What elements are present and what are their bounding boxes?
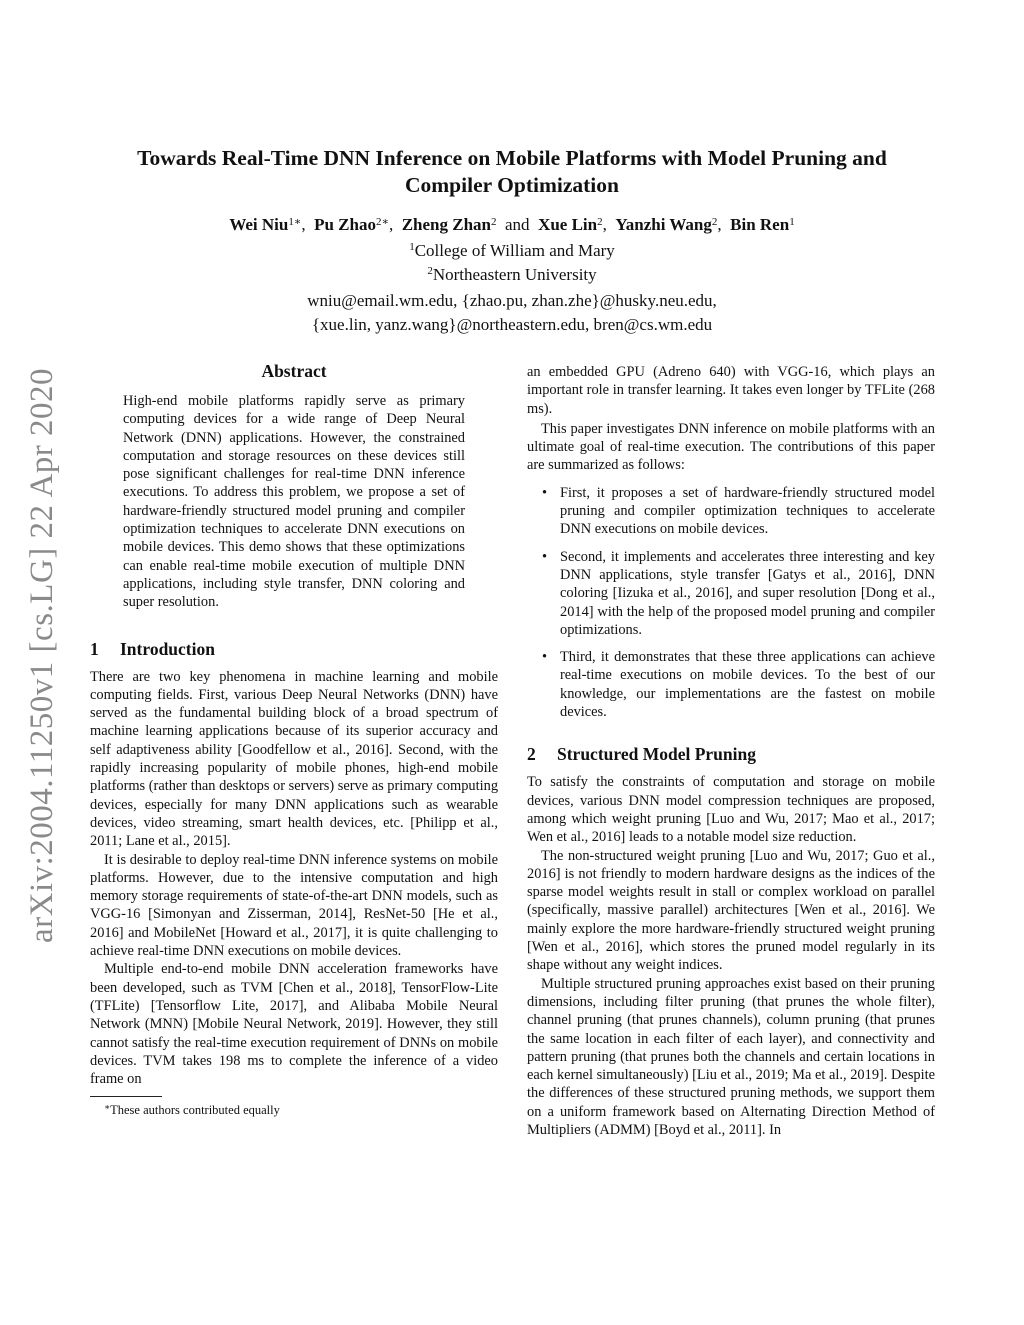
section-number: 2 [527,744,536,765]
section-number: 1 [90,638,99,659]
list-item [527,484,935,539]
contribution-list [527,484,935,722]
author-superscript: 2 [597,216,603,228]
author-name: Pu Zhao [314,215,376,234]
section-heading-structured-model-pruning [527,743,935,765]
abstract-text: High-end mobile platforms rapidly serve as primary computing devices for a wide range of Deep Neural Network (DNN) applications. However, the constrained computation and storage resources on these devices still pose significant challenges for real-time DNN inference executions. To address this problem, we propose a set of hardware-friendly structured model pruning and compiler optimization techniques to accelerate DNN executions on mobile devices. This demo shows that these optimizations can enable real-time mobile execution of multiple DNN applications, including style transfer, DNN coloring and super resolution. [123,393,465,611]
paper-title-line-1: Towards Real-Time DNN Inference on Mobile Platforms with Model Pruning and [137,146,887,170]
author-superscript: 1 [789,216,795,228]
paragraph: To satisfy the constraints of computation and storage on mobile devices, various DNN model compression techniques are proposed, among which weight pruning [Luo and Wu, 2017; Mao et al., 2017; Wen et al., 2016] leads to a notable model size reduction. [527,774,935,846]
author-superscript: 2 [491,216,497,228]
email-line-2: {xue.lin, yanz.wang}@northeastern.edu, bren@cs.wm.edu [311,315,713,334]
paragraph: It is desirable to deploy real-time DNN inference systems on mobile platforms. However, due to the intensive computation and high memory storage requirements of state-of-the-art DNN models, such as VGG-16 [Simonyan and Zisserman, 2014], ResNet-50 [He et al., 2016] and MobileNet [Howard et al., 2017], it is quite challenging to achieve real-time DNN executions on mobile devices. [90,851,498,960]
list-item-text: Second, it implements and accelerates three interesting and key DNN applications, style transfer [Gatys et al., 2016], DNN coloring [Iizuka et al., 2016], and super resolution [Dong et al., 2014] with the help of the proposed model pruning and compiler optimizations. [560,548,935,638]
footnote [90,1102,498,1118]
section-title: Structured Model Pruning [557,744,756,765]
left-column [90,360,498,1118]
bullet-icon: • [542,649,548,666]
paragraph: Multiple structured pruning approaches exist based on their pruning dimensions, including filter pruning (that prunes the whole filter), channel pruning (that prunes channels), column pruning (that prunes the same location in each filter of each layer), and connectivity and pattern pruning (that prunes both the channels and certain locations in each kernel simultaneously) [Liu et al., 2019; Ma et al., 2019]. Despite the differences of these structured pruning methods, we support them on a uniform framework based on Alternating Direction Method of Multipliers (ADMM) [Boyd et al., 2011]. In [527,975,935,1138]
affiliation-text: College of William and Mary [414,241,615,260]
author-superscript: 2∗ [375,216,389,228]
paragraph: an embedded GPU (Adreno 640) with VGG-16, which plays an important role in transfer learning. It takes even longer by TFLite (268 ms). [527,364,935,417]
arxiv-identifier-stamp [15,340,70,970]
bullet-icon: • [542,484,548,501]
author-name: Zheng Zhan [401,215,492,234]
author-name: Yanzhi Wang [615,215,712,234]
list-item-text: First, it proposes a set of hardware-friendly structured model pruning and compiler optimization techniques to accelerate DNN executions on mobile devices. [560,484,935,538]
paper-title-line-2: Compiler Optimization [405,173,619,197]
affiliation-1 [60,239,964,263]
paper-title [60,145,964,199]
author-name: Bin Ren [730,215,790,234]
list-item-text: Third, it demonstrates that these three applications can achieve real-time executions on mobile devices. To the best of our knowledge, our implementations are the fastest on mobile devices. [560,649,935,721]
abstract-heading: Abstract [261,361,327,381]
affiliation-superscript: 2 [427,265,433,277]
section-title: Introduction [120,638,215,659]
affiliation-superscript: 1 [409,241,415,253]
paragraph: There are two key phenomena in machine learning and mobile computing fields. First, various Deep Neural Networks (DNN) have served as the fundamental building block of a broad spectrum of machine learning applications because of its superior accuracy and self adaptiveness ability [Goodfellow et al., 2016]. Second, with the rapidly increasing popularity of mobile phones, high-end mobile platforms (rather than desktops or servers) serve as primary computing devices, especially for many DNN applications such as wearable devices, video streaming, smart health devices, etc. [Philipp et al., 2011; Lane et al., 2015]. [90,668,499,850]
footnote-divider [90,1096,162,1097]
paragraph: Multiple end-to-end mobile DNN acceleration frameworks have been developed, such as TVM [Chen et al., 2018], TensorFlow-Lite (TFLite) [Tensorflow Lite, 2017], and Alibaba Mobile Neural Network (MNN) [Mobile Neural Network, 2019]. However, they still cannot satisfy the real-time execution requirement of DNNs on mobile devices. TVM takes 198 ms to complete the inference of a video frame on [90,961,498,1088]
affiliation-2 [60,263,964,287]
footnote-marker: ∗ [104,1102,111,1113]
author-superscript: 1∗ [288,216,302,228]
affiliation-text: Northeastern University [432,265,597,284]
list-item [527,648,935,721]
paragraph: This paper investigates DNN inference on mobile platforms with an ultimate goal of real-time execution. The contributions of this paper are summarized as follows: [527,420,935,474]
arxiv-identifier-text: arXiv:2004.11250v1 [cs.LG] 22 Apr 2020 [24,367,61,943]
author-superscript: 2 [711,216,718,228]
right-column [527,363,935,1139]
paragraph: The non-structured weight pruning [Luo and Wu, 2017; Guo et al., 2016] is not friendly to modern hardware designs as the indices of the sparse model weights result in stall or complex workload on parallel (specifically, massive parallel) architectures [Wen et al., 2016]. We mainly explore the more hardware-friendly structured weight pruning [Wen et al., 2016], which stores the pruned model regularly in its shape without any weight indices. [527,847,935,974]
author-list: Wei Niu$^{1∗}$, Pu Zhao$^{2∗}$, Zheng Zhan$^2$ and Xue Lin$^2$, Yanzhi Wang$^2$, Bin Ren$^1$ [229,215,795,234]
author-name: Wei Niu [229,215,289,234]
author-name: Xue Lin [538,215,598,234]
list-item [527,548,935,639]
footnote-text: These authors contributed equally [110,1103,280,1118]
author-conjunction: and [505,215,530,234]
email-line-1: wniu@email.wm.edu, {zhao.pu, zhan.zhe}@husky.neu.edu, [307,291,717,310]
bullet-icon: • [542,548,548,565]
section-heading-introduction [90,638,498,660]
